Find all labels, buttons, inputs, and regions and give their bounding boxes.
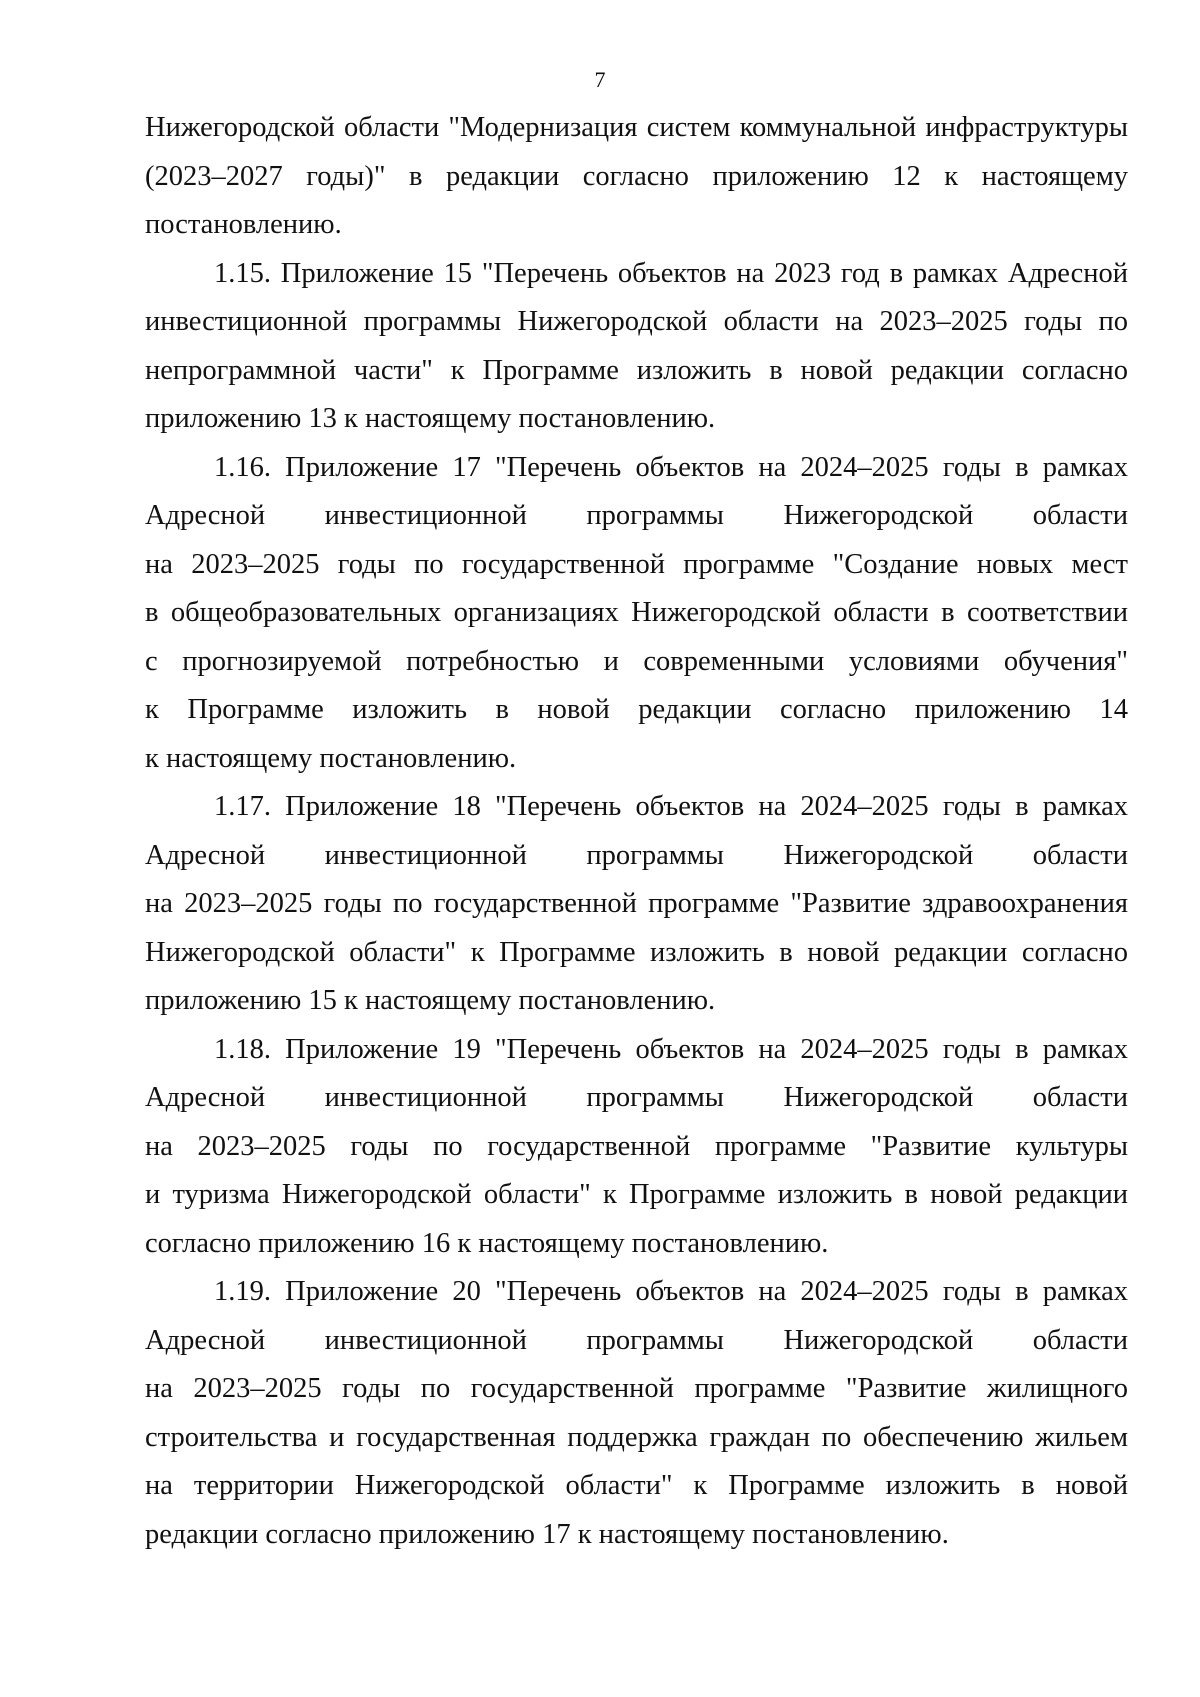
text-line: и туризма Нижегородской области" к Программе изложить в новой редакции: [145, 1179, 1128, 1210]
text-line: 1.15. Приложение 15 "Перечень объектов на 2023 год в рамках Адресной: [214, 257, 1128, 289]
page-number: 7: [594, 67, 606, 92]
paragraph-1-16: [145, 444, 1128, 784]
text-line: постановлению.: [145, 209, 342, 240]
text-line: Адресной инвестиционной программы Нижегородской области: [145, 1082, 1128, 1113]
text-line: Нижегородской области "Модернизация систем коммунальной инфраструктуры: [145, 112, 1128, 143]
text-line: на 2023–2025 годы по государственной программе "Развитие здравоохранения: [145, 888, 1128, 919]
paragraph-continuation: [145, 104, 1128, 250]
text-line: с прогнозируемой потребностью и современными условиями обучения": [145, 645, 1128, 677]
text-line: на 2023–2025 годы по государственной программе "Создание новых мест: [145, 548, 1128, 580]
text-line: в общеобразовательных организациях Нижегородской области в соответствии: [145, 597, 1128, 628]
paragraph-1-19: [145, 1268, 1128, 1559]
document-body: [145, 104, 1128, 1559]
text-line: на 2023–2025 годы по государственной программе "Развитие жилищного: [145, 1373, 1128, 1404]
paragraph-1-18: [145, 1026, 1128, 1269]
text-line: 1.19. Приложение 20 "Перечень объектов на 2024–2025 годы в рамках: [214, 1276, 1128, 1307]
text-line: непрограммной части" к Программе изложить в новой редакции согласно: [145, 354, 1128, 386]
text-line: 1.18. Приложение 19 "Перечень объектов на 2024–2025 годы в рамках: [214, 1033, 1128, 1065]
text-line: согласно приложению 16 к настоящему постановлению.: [145, 1227, 829, 1259]
text-line: Адресной инвестиционной программы Нижегородской области: [145, 1324, 1128, 1356]
text-line: инвестиционной программы Нижегородской области на 2023–2025 годы по: [145, 306, 1128, 337]
text-line: к настоящему постановлению.: [145, 742, 517, 774]
paragraph-1-17: [145, 783, 1128, 1026]
text-line: 1.17. Приложение 18 "Перечень объектов на 2024–2025 годы в рамках: [214, 791, 1128, 822]
text-line: редакции согласно приложению 17 к настоящему постановлению.: [145, 1518, 949, 1550]
text-line: Адресной инвестиционной программы Нижегородской области: [145, 839, 1128, 871]
text-line: строительства и государственная поддержка граждан по обеспечению жильем: [145, 1421, 1128, 1453]
text-line: на 2023–2025 годы по государственной программе "Развитие культуры: [145, 1130, 1128, 1162]
text-line: 1.16. Приложение 17 "Перечень объектов на 2024–2025 годы в рамках: [214, 451, 1128, 483]
text-line: к Программе изложить в новой редакции согласно приложению 14: [145, 694, 1128, 725]
text-line: Нижегородской области" к Программе изложить в новой редакции согласно: [145, 936, 1128, 968]
text-line: (2023–2027 годы)" в редакции согласно приложению 12 к настоящему: [145, 160, 1128, 192]
text-line: приложению 15 к настоящему постановлению.: [145, 985, 716, 1016]
text-line: приложению 13 к настоящему постановлению.: [145, 403, 716, 434]
text-line: Адресной инвестиционной программы Нижегородской области: [145, 500, 1128, 531]
text-line: на территории Нижегородской области" к Программе изложить в новой: [145, 1470, 1128, 1501]
paragraph-1-15: [145, 250, 1128, 444]
